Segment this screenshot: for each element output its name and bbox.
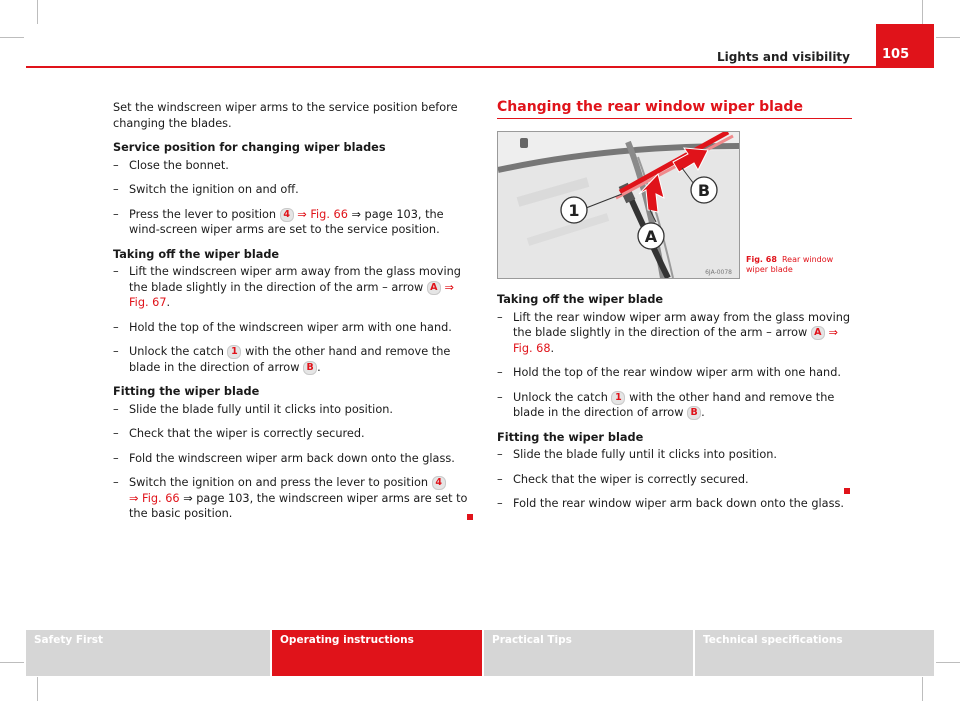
list-item-text: Close the bonnet. [129,158,229,172]
figure-rear-wiper [497,131,740,279]
footer-tab-technical-specifications[interactable] [695,630,934,676]
list-item-text: Slide the blade fully until it clicks into position. [513,448,777,461]
arrow-key: A [811,326,825,340]
list-item-text: Switch the ignition on and off. [129,183,299,196]
page-number-text: 105 [882,47,910,62]
section-end-mark [467,514,473,520]
running-header: Lights and visibility [716,50,850,64]
list-item-text: Fold the rear window wiper arm back down onto the glass. [513,497,844,510]
list-item: – Slide the blade fully until it clicks into position. [113,402,393,416]
fig-link[interactable]: ⇒ Fig. 67 [129,280,454,309]
fitting-heading: Fitting the wiper blade [497,430,644,444]
list-item: – Hold the top of the windscreen wiper arm with one hand. [113,320,452,334]
list-item-text: Check that the wiper is correctly secured. [513,472,749,486]
list-item: – Switch the ignition on and press the lever to position 4 ⇒ Fig. 66 ⇒ page 103, the windscreen wiper arms are set to the basic position. [113,476,468,520]
catch-key: 1 [227,345,241,359]
catch-key: 1 [611,391,625,405]
figure-code: 6JA-0078 [705,269,732,276]
footer-tab-label: Operating instructions [280,634,414,646]
list-item-text: Hold the top of the windscreen wiper arm with one hand. [129,320,452,334]
taking-heading: Taking off the wiper blade [113,247,280,261]
crop-mark [936,37,960,38]
list-item-text: Lift the rear window wiper arm away from the glass moving the blade slightly in the direction of the arm – arrow [513,310,851,339]
list-item-text: Slide the blade fully until it clicks into position. [129,402,393,416]
arrow-key: B [687,406,701,420]
crop-mark [0,662,24,663]
list-item: – Lift the windscreen wiper arm away from the glass moving the blade slightly in the direction of the arm – arrow A ⇒ Fig. 67. [113,265,461,309]
arrow-key: A [427,281,441,295]
list-item: – Unlock the catch 1 with the other hand and remove the blade in the direction of arrow B . [497,390,835,419]
list-item: – Slide the blade fully until it clicks into position. [497,448,777,461]
crop-mark [922,0,923,24]
list-item: – Hold the top of the rear window wiper arm with one hand. [497,366,841,379]
intro-text: Set the windscreen wiper arms to the service position before changing the blades. [113,101,458,130]
footer-tab-safety-first[interactable] [26,630,270,676]
list-item-text: with the other hand and remove the blade in the direction of arrow [129,345,451,374]
footer-tab-label: Practical Tips [492,634,572,646]
list-item-text: . [317,360,321,374]
list-item: – Unlock the catch 1 with the other hand and remove the blade in the direction of arrow B . [113,345,451,374]
section-rule [497,118,852,119]
crop-mark [37,677,38,701]
fig-link[interactable]: ⇒ Fig. 68 [513,326,838,355]
fig-link[interactable]: ⇒ Fig. 66 [293,207,348,221]
list-item: – Press the lever to position 4 ⇒ Fig. 66 ⇒ page 103, the wind-screen wiper arms are set to the service position. [113,207,444,236]
position-key: 4 [432,476,446,490]
list-item: – Switch the ignition on and off. [113,183,299,196]
footer-tab-label: Safety First [34,634,104,646]
crop-mark [37,0,38,24]
callout-b [691,177,717,203]
list-item-text: . [550,341,555,355]
svg-text:A: A [644,227,658,246]
list-item-text: ⇒ page 103, the wind-screen wiper arms are set to the service position. [129,207,444,236]
rear-wiper-illustration [498,132,739,278]
arrow-key: B [303,361,317,375]
list-item-text: Fold the windscreen wiper arm back down onto the glass. [129,451,455,465]
taking-heading: Taking off the wiper blade [497,293,664,306]
service-heading: Service position for changing wiper blades [113,141,386,154]
header-rule [26,66,934,68]
list-item-text: ⇒ page 103, the windscreen wiper arms are set to the basic position. [129,491,468,520]
list-item-text: Press the lever to position [129,207,280,221]
caption-prefix: Fig. 68 [746,255,777,264]
figure-caption [746,255,846,275]
callout-a [638,223,664,249]
crop-mark [922,677,923,701]
footer-tab-practical-tips[interactable] [484,630,693,676]
crop-mark [936,662,960,663]
list-item-text: . [701,406,705,419]
list-item-text: with the other hand and remove the blade in the direction of arrow [513,390,835,419]
section-title: Changing the rear window wiper blade [497,99,803,115]
list-item-text: Switch the ignition on and press the lever to position [129,476,432,489]
svg-text:1: 1 [568,201,580,220]
position-key: 4 [280,208,294,222]
list-item: – Close the bonnet. [113,158,229,172]
list-item: – Lift the rear window wiper arm away from the glass moving the blade slightly in the direction of the arm – arrow A ⇒ Fig. 68. [497,310,851,355]
page-number [876,24,934,66]
list-item-text: Check that the wiper is correctly secured. [129,427,365,440]
callout-1 [561,197,587,223]
list-item: – Fold the rear window wiper arm back down onto the glass. [497,497,844,510]
left-column [113,100,473,522]
list-item-text: Lift the windscreen wiper arm away from the glass moving the blade slightly in the direction of the arm – arrow [129,265,461,294]
svg-text:B: B [697,181,711,200]
footer-tab-label: Technical specifications [703,634,843,646]
footer-tab-operating-instructions[interactable] [272,630,482,676]
right-column [497,292,852,512]
list-item-text: . [166,296,171,309]
list-item-text: Hold the top of the rear window wiper arm with one hand. [513,366,841,379]
list-item: – Fold the windscreen wiper arm back down onto the glass. [113,451,455,465]
list-item: – Check that the wiper is correctly secured. [113,427,365,440]
caption-text: Rear window wiper blade [746,255,834,274]
list-item-text: Unlock the catch [513,390,612,404]
section-end-mark [844,488,850,494]
fitting-heading: Fitting the wiper blade [113,385,260,398]
list-item: – Check that the wiper is correctly secured. [497,472,749,486]
list-item-text: Unlock the catch [129,345,228,358]
fig-link[interactable]: ⇒ Fig. 66 [129,491,180,505]
crop-mark [0,37,24,38]
